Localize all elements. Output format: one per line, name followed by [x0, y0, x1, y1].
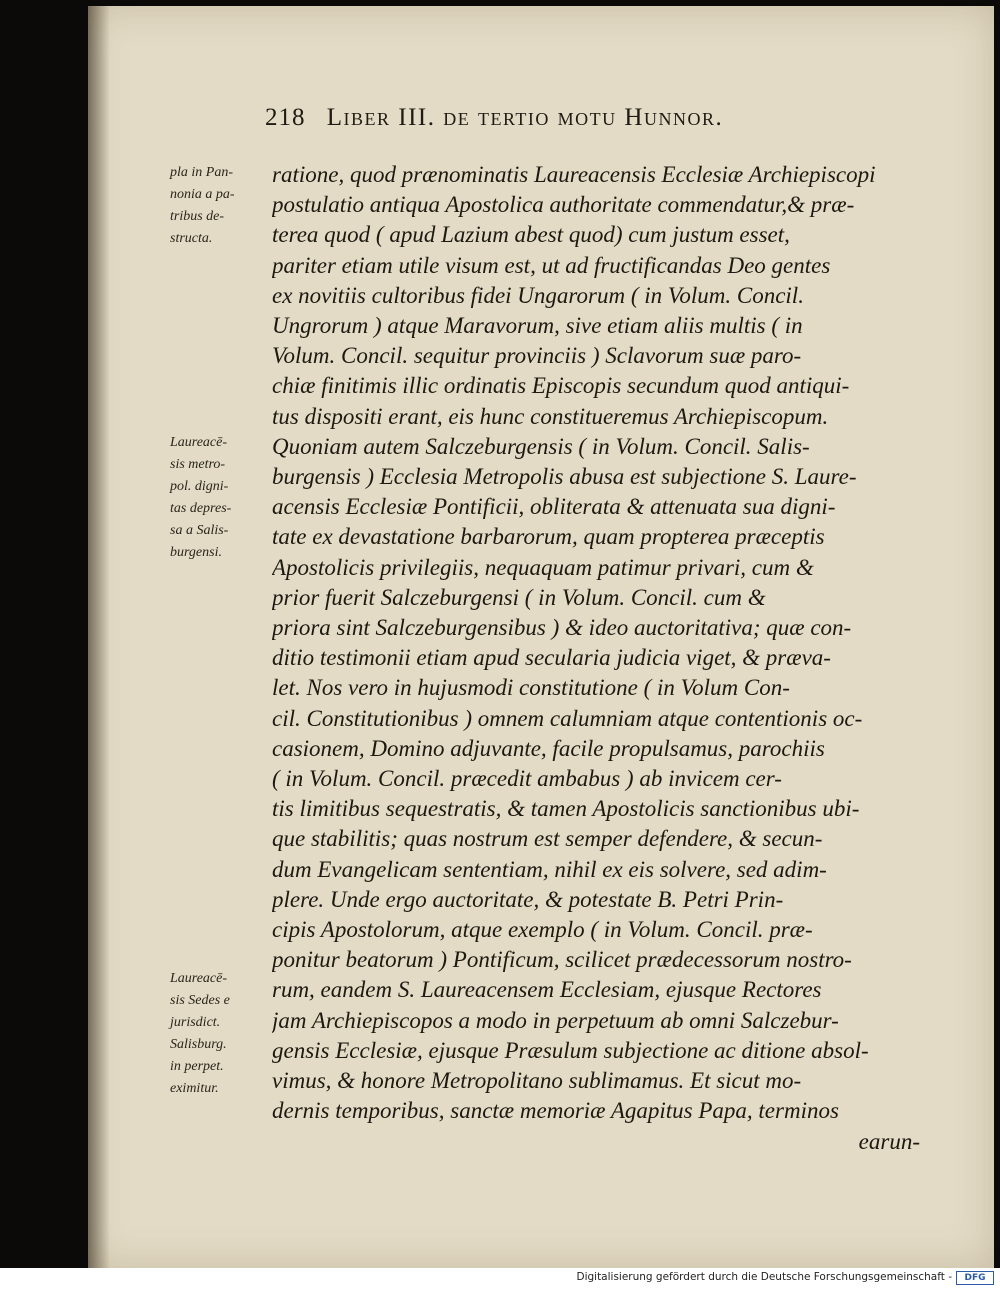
text-line: plere. Unde ergo auctoritate, & potestate B. Petri Prin- [272, 886, 784, 912]
text-line: Ungrorum ) atque Maravorum, sive etiam aliis multis ( in [272, 313, 803, 339]
text-line: postulatio antiqua Apostolica authoritate commendatur,& præ- [272, 192, 855, 218]
text-line: que stabilitis; quas nostrum est semper defendere, & secun- [272, 826, 823, 852]
text-line: chiæ finitimis illic ordinatis Episcopis secundum quod antiqui- [272, 373, 850, 399]
funding-credit: Digitalisierung gefördert durch die Deutsche Forschungsgemeinschaft - [576, 1271, 952, 1283]
margin-note-line: pla in Pan- [170, 165, 233, 180]
text-line: vimus, & honore Metropolitano sublimamus. Et sicut mo- [272, 1068, 802, 1094]
text-line: cipis Apostolorum, atque exemplo ( in Volum. Concil. præ- [272, 917, 813, 943]
margin-note-line: Laureacē- [170, 971, 228, 986]
text-line: Apostolicis privilegiis, nequaquam patimur privari, cum & [272, 554, 814, 580]
text-line: priora sint Salczeburgensibus ) & ideo auctoritativa; quæ con- [272, 615, 852, 641]
text-line: dum Evangelicam sententiam, nihil ex eis solvere, sed adim- [272, 856, 827, 882]
margin-note-line: pol. digni- [170, 479, 229, 494]
text-line: ditio testimonii etiam apud secularia judicia viget, & præva- [272, 645, 831, 671]
text-line: Volum. Concil. sequitur provinciis ) Sclavorum suæ paro- [272, 343, 802, 369]
footer-bar [0, 1268, 1000, 1289]
text-line: let. Nos vero in hujusmodi constitutione ( in Volum Con- [272, 675, 790, 701]
body-text [272, 160, 932, 1157]
page-gutter-shadow [88, 6, 110, 1268]
text-line: burgensis ) Ecclesia Metropolis abusa est subjectione S. Laure- [272, 464, 857, 490]
text-line: terea quod ( apud Lazium abest quod) cum justum esset, [272, 222, 790, 248]
margin-note-line: nonia a pa- [170, 187, 235, 202]
text-line: tis limitibus sequestratis, & tamen Apostolicis sanctionibus ubi- [272, 796, 860, 822]
dfg-logo-icon[interactable]: DFG [956, 1271, 994, 1285]
text-line: prior fuerit Salczeburgensi ( in Volum. Concil. cum & [272, 584, 766, 610]
catchword: earun- [858, 1128, 920, 1154]
margin-note-line: tribus de- [170, 209, 225, 224]
margin-note-3 [170, 968, 266, 1100]
text-line: ( in Volum. Concil. præcedit ambabus ) ab invicem cer- [272, 766, 782, 792]
text-line: Quoniam autem Salczeburgensis ( in Volum. Concil. Salis- [272, 433, 810, 459]
margin-note-line: eximitur. [170, 1081, 219, 1096]
margin-note-1 [170, 162, 266, 250]
text-line: jam Archiepiscopos a modo in perpetuum ab omni Salczebur- [272, 1007, 839, 1033]
text-line: gensis Ecclesiæ, ejusque Præsulum subjectione ac ditione absol- [272, 1037, 869, 1063]
text-line: ponitur beatorum ) Pontificum, scilicet prædecessorum nostro- [272, 947, 852, 973]
margin-note-line: burgensi. [170, 545, 222, 560]
text-line: tus dispositi erant, eis hunc constitueremus Archiepiscopum. [272, 403, 829, 429]
text-line: dernis temporibus, sanctæ memoriæ Agapitus Papa, terminos [272, 1098, 839, 1124]
text-line: casionem, Domino adjuvante, facile propulsamus, parochiis [272, 735, 825, 761]
running-header [265, 104, 825, 132]
margin-note-line: Laureacē- [170, 435, 228, 450]
margin-note-line: sis Sedes e [170, 993, 230, 1008]
text-line: rum, eandem S. Laureacensem Ecclesiam, ejusque Rectores [272, 977, 822, 1003]
text-line: ex novitiis cultoribus fidei Ungarorum ( in Volum. Concil. [272, 282, 804, 308]
text-line: pariter etiam utile visum est, ut ad fructificandas Deo gentes [272, 252, 831, 278]
margin-note-line: sa a Salis- [170, 523, 229, 538]
margin-note-2 [170, 432, 266, 564]
text-line: acensis Ecclesiæ Pontificii, obliterata & attenuata sua digni- [272, 494, 836, 520]
text-line: ratione, quod prænominatis Laureacensis Ecclesiæ Archiepiscopi [272, 162, 876, 187]
text-line: cil. Constitutionibus ) omnem calumniam atque contentionis oc- [272, 705, 863, 731]
margin-note-line: in perpet. [170, 1059, 224, 1074]
page-number: 218 [265, 104, 306, 131]
text-line: tate ex devastatione barbarorum, quam propterea præceptis [272, 524, 825, 550]
margin-note-line: sis metro- [170, 457, 226, 472]
margin-note-line: structa. [170, 231, 213, 246]
running-title: Liber III. de tertio motu Hunnor. [326, 104, 724, 131]
margin-note-line: jurisdict. [170, 1015, 221, 1030]
margin-note-line: tas depres- [170, 501, 232, 516]
margin-note-line: Salisburg. [170, 1037, 227, 1052]
